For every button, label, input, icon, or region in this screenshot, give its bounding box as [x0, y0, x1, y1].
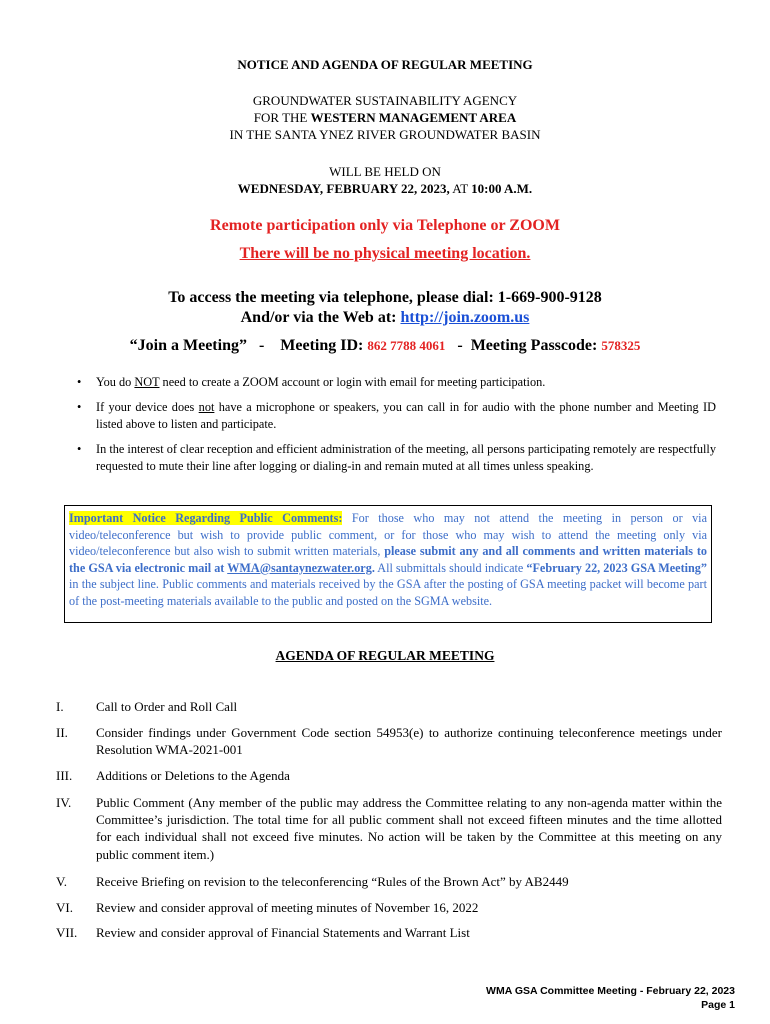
agenda-item-text: Review and consider approval of Financial Statements and Warrant List: [96, 925, 470, 940]
notice-bold-2: “February 22, 2023 GSA Meeting”: [526, 560, 707, 575]
bullet-icon: •: [77, 375, 82, 389]
meeting-time: 10:00 A.M.: [471, 181, 533, 196]
agenda-item-number: III.: [56, 768, 73, 783]
agenda-item-text: Review and consider approval of meeting minutes of November 16, 2022: [96, 900, 479, 915]
meeting-id-line: [0, 335, 770, 357]
bullet-text-pre: If your device does: [96, 400, 199, 414]
meeting-date-line: [0, 180, 770, 197]
bullet-icon: •: [77, 442, 82, 456]
agenda-item-text: Consider findings under Government Code section 54953(e) to authorize continuing teleconference meetings under Resolution WMA-2021-001: [96, 725, 722, 758]
agency-line-2: [0, 109, 770, 126]
agency-line-3: IN THE SANTA YNEZ RIVER GROUNDWATER BASIN: [229, 127, 541, 142]
bullet-text: [96, 374, 716, 391]
notice-text-1: For those who may not attend the meeting in person or via video/teleconference but wish to provide public comment, or for those who may wish to attend the meeting only via video/teleconference but also wish to submit written materials,: [69, 511, 707, 559]
join-meeting-label: “Join a Meeting” - Meeting ID:: [129, 337, 368, 354]
agency-line-2-prefix: FOR THE: [253, 110, 311, 125]
agenda-item-text: Additions or Deletions to the Agenda: [96, 768, 290, 783]
bullet-icon: •: [77, 400, 82, 414]
remote-participation-line: Remote participation only via Telephone or ZOOM: [210, 217, 560, 234]
meeting-id: 862 7788 4061: [367, 338, 446, 353]
agenda-item-number: V.: [56, 874, 67, 889]
meeting-date: WEDNESDAY, FEBRUARY 22, 2023,: [237, 181, 450, 196]
public-comment-notice-box: [64, 505, 712, 623]
agenda-item-number: IV.: [56, 795, 72, 810]
bullet-text-post: have a microphone or speakers, you can call in for audio with the phone number and Meeting ID listed above to listen and participate.: [96, 400, 717, 431]
bullet-text: [96, 441, 716, 475]
agenda-item-text: Call to Order and Roll Call: [96, 699, 238, 714]
bullet-text-underlined: NOT: [134, 375, 160, 389]
agenda-item-text: Receive Briefing on revision to the teleconferencing “Rules of the Brown Act” by AB2449: [96, 874, 569, 889]
footer-meeting-line: WMA GSA Committee Meeting - February 22, 2023: [486, 985, 735, 997]
held-on-line: WILL BE HELD ON: [329, 164, 441, 179]
agency-line-2-bold: WESTERN MANAGEMENT AREA: [310, 110, 517, 125]
notice-text-2: All submittals should indicate: [374, 560, 527, 575]
agenda-item-text: Public Comment (Any member of the public may address the Committee relating to any non-agenda matter within the Committee’s jurisdiction. The total time for all public comment shall not exceed fifteen minutes and the time allotted for each individual shall not exceed five minutes. No action will be taken by the Committee at this meeting on any public comment item.): [96, 795, 722, 862]
agenda-title: AGENDA OF REGULAR MEETING: [275, 648, 495, 663]
notice-bold-1: please submit any and all comments and written materials to the GSA via electronic mail at: [69, 544, 707, 575]
meeting-passcode: 578325: [601, 338, 641, 353]
public-comment-notice-heading: Important Notice Regarding Public Comments:: [69, 511, 343, 525]
notice-email-link[interactable]: WMA@santaynezwater.org: [227, 560, 372, 575]
agenda-item-number: VI.: [56, 900, 73, 915]
agency-line-1: GROUNDWATER SUSTAINABILITY AGENCY: [252, 93, 518, 108]
notice-bold-1-end: .: [371, 560, 375, 575]
web-access-prefix: And/or via the Web at:: [240, 309, 401, 326]
bullet-text-pre: You do: [96, 375, 135, 389]
bullet-text-post: need to create a ZOOM account or login with email for meeting participation.: [159, 375, 546, 389]
passcode-label: - Meeting Passcode:: [445, 337, 602, 354]
footer-page-number: Page 1: [701, 999, 735, 1011]
agenda-item-number: II.: [56, 725, 68, 740]
bullet-text-underlined: not: [198, 400, 215, 414]
zoom-link[interactable]: http://join.zoom.us: [400, 309, 530, 326]
web-access-line: [0, 307, 770, 329]
notice-title: NOTICE AND AGENDA OF REGULAR MEETING: [237, 57, 533, 72]
agenda-item-number: VII.: [56, 925, 78, 940]
meeting-date-at: AT: [449, 181, 472, 196]
phone-access-line: To access the meeting via telephone, please dial: 1-669-900-9128: [168, 289, 602, 306]
no-physical-location-line: There will be no physical meeting location.: [239, 245, 531, 262]
notice-text-3: in the subject line. Public comments and materials received by the GSA after the posting of GSA meeting packet will become part of the post-meeting materials available to the public and posted on the SGMA website.: [69, 577, 707, 608]
bullet-text: [96, 399, 716, 433]
no-physical-location-wrapper: [0, 243, 770, 265]
agenda-item-number: I.: [56, 699, 64, 714]
bullet-text-pre: In the interest of clear reception and efficient administration of the meeting, all persons participating remotely are respectfully requested to mute their line after logging or dialing-in and remain muted at all times unless speaking.: [96, 442, 716, 473]
